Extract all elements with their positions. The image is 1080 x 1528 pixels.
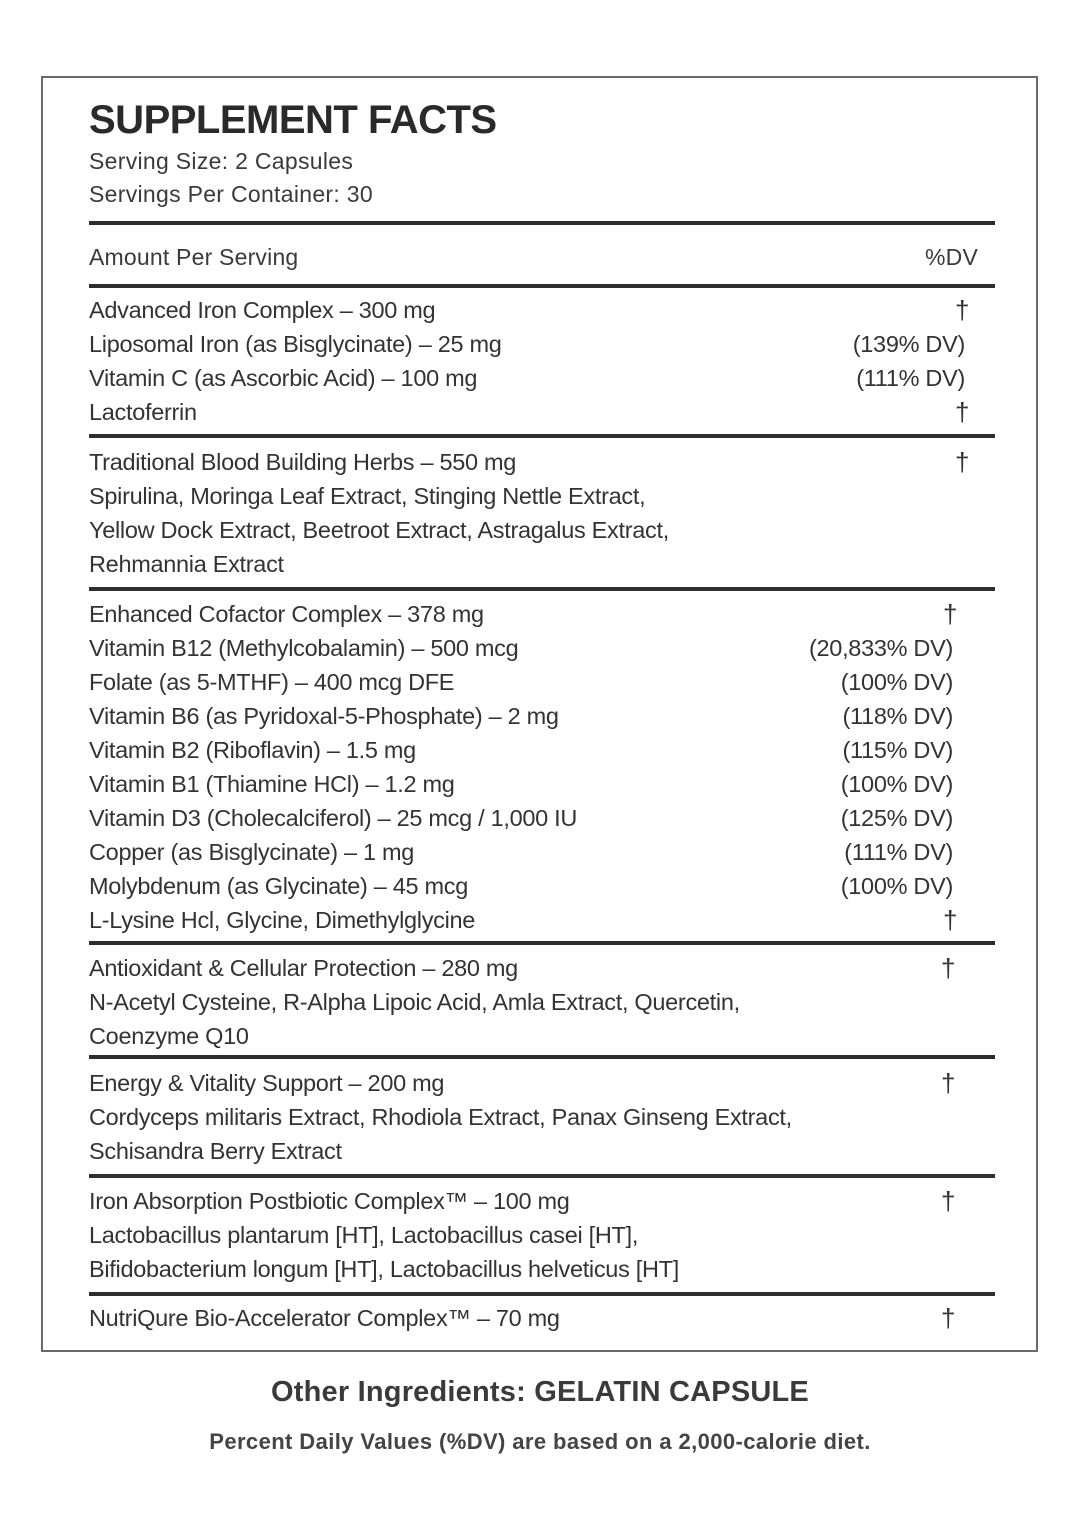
divider [89,284,995,288]
section-antioxidant [89,951,989,1053]
dagger-symbol: † [941,1186,956,1216]
ingredient-row [89,1100,989,1134]
divider [89,221,995,225]
ingredient-name: Rehmannia Extract [89,551,284,577]
ingredient-name: Vitamin B6 (as Pyridoxal-5-Phosphate) – 2 mg [89,703,559,729]
ingredient-name: Iron Absorption Postbiotic Complex™ – 100 mg [89,1188,570,1214]
ingredient-row [89,597,989,631]
ingredient-name: Spirulina, Moringa Leaf Extract, Stinging Nettle Extract, [89,483,646,509]
ingredient-name: Yellow Dock Extract, Beetroot Extract, Astragalus Extract, [89,517,669,543]
section-energy [89,1066,989,1168]
ingredient-name: Cordyceps militaris Extract, Rhodiola Extract, Panax Ginseng Extract, [89,1104,792,1130]
ingredient-row [89,547,989,581]
dagger-symbol: † [955,397,970,427]
daily-value: (100% DV) [840,873,953,899]
ingredient-name: Molybdenum (as Glycinate) – 45 mcg [89,873,469,899]
dagger-symbol: † [941,953,956,983]
amount-per-serving-header: Amount Per Serving [89,244,299,270]
ingredient-name: Vitamin B12 (Methylcobalamin) – 500 mcg [89,635,519,661]
ingredient-row [89,1218,989,1252]
divider [89,1055,995,1059]
daily-value: (139% DV) [852,331,965,357]
section-postbiotic [89,1184,989,1286]
ingredient-name: L-Lysine Hcl, Glycine, Dimethylglycine [89,907,476,933]
ingredient-row [89,767,989,801]
section-herbs [89,445,989,581]
ingredient-name: Lactoferrin [89,399,197,425]
daily-value: (111% DV) [856,365,965,391]
ingredient-row [89,835,989,869]
ingredient-row [89,1066,989,1100]
divider [89,1174,995,1178]
ingredient-row [89,1184,989,1218]
ingredient-row [89,445,989,479]
ingredient-name: Coenzyme Q10 [89,1023,249,1049]
ingredient-row [89,361,989,395]
ingredient-name: Energy & Vitality Support – 200 mg [89,1070,445,1096]
daily-value: (118% DV) [842,703,953,729]
ingredient-name: Copper (as Bisglycinate) – 1 mg [89,839,415,865]
divider [89,434,995,438]
ingredient-row [89,699,989,733]
ingredient-row [89,1134,989,1168]
dagger-symbol: † [941,1068,956,1098]
ingredient-name: Enhanced Cofactor Complex – 378 mg [89,601,484,627]
daily-value: (115% DV) [842,737,953,763]
daily-value: (20,833% DV) [809,635,953,661]
ingredient-row [89,985,989,1019]
ingredient-row [89,903,989,937]
ingredient-name: Antioxidant & Cellular Protection – 280 mg [89,955,518,981]
other-ingredients: Other Ingredients: GELATIN CAPSULE [271,1376,809,1408]
dagger-symbol: † [943,905,958,935]
dagger-symbol: † [943,599,958,629]
ingredient-row [89,513,989,547]
ingredient-row [89,293,989,327]
daily-value: (125% DV) [840,805,953,831]
divider [89,941,995,945]
dagger-symbol: † [955,295,970,325]
ingredient-name: Vitamin B2 (Riboflavin) – 1.5 mg [89,737,416,763]
daily-value: (111% DV) [844,839,953,865]
divider [89,587,995,591]
divider [89,1292,995,1296]
dv-column-header: %DV [924,244,978,270]
daily-value: (100% DV) [840,771,953,797]
dagger-symbol: † [955,447,970,477]
ingredient-name: Vitamin D3 (Cholecalciferol) – 25 mcg / 1,000 IU [89,805,578,831]
ingredient-name: Traditional Blood Building Herbs – 550 mg [89,449,517,475]
ingredient-row [89,631,989,665]
ingredient-name: Advanced Iron Complex – 300 mg [89,297,436,323]
ingredient-row [89,327,989,361]
ingredient-row [89,1301,989,1335]
servings-per-container: Servings Per Container: 30 [89,181,373,207]
section-cofactor [89,597,989,937]
serving-size: Serving Size: 2 Capsules [89,148,354,174]
ingredient-name: Folate (as 5-MTHF) – 400 mcg DFE [89,669,455,695]
ingredient-row [89,733,989,767]
ingredient-name: Vitamin C (as Ascorbic Acid) – 100 mg [89,365,478,391]
ingredient-row [89,951,989,985]
ingredient-name: Vitamin B1 (Thiamine HCl) – 1.2 mg [89,771,455,797]
ingredient-row [89,479,989,513]
section-accelerator [89,1301,989,1335]
ingredient-name: Schisandra Berry Extract [89,1138,342,1164]
ingredient-row [89,665,989,699]
ingredient-name: NutriQure Bio-Accelerator Complex™ – 70 mg [89,1305,560,1331]
supplement-facts-panel [41,76,1038,1352]
ingredient-row [89,801,989,835]
dagger-symbol: † [941,1303,956,1333]
ingredient-row [89,1252,989,1286]
ingredient-row [89,1019,989,1053]
ingredient-name: N-Acetyl Cysteine, R-Alpha Lipoic Acid, Amla Extract, Quercetin, [89,989,740,1015]
ingredient-row [89,869,989,903]
page-title: SUPPLEMENT FACTS [89,98,497,142]
ingredient-row [89,395,989,429]
daily-value: (100% DV) [840,669,953,695]
section-iron [89,293,989,429]
ingredient-name: Liposomal Iron (as Bisglycinate) – 25 mg [89,331,502,357]
ingredient-name: Lactobacillus plantarum [HT], Lactobacillus casei [HT], [89,1222,639,1248]
ingredient-name: Bifidobacterium longum [HT], Lactobacillus helveticus [HT] [89,1256,679,1282]
dv-footnote: Percent Daily Values (%DV) are based on a 2,000-calorie diet. [209,1429,871,1454]
